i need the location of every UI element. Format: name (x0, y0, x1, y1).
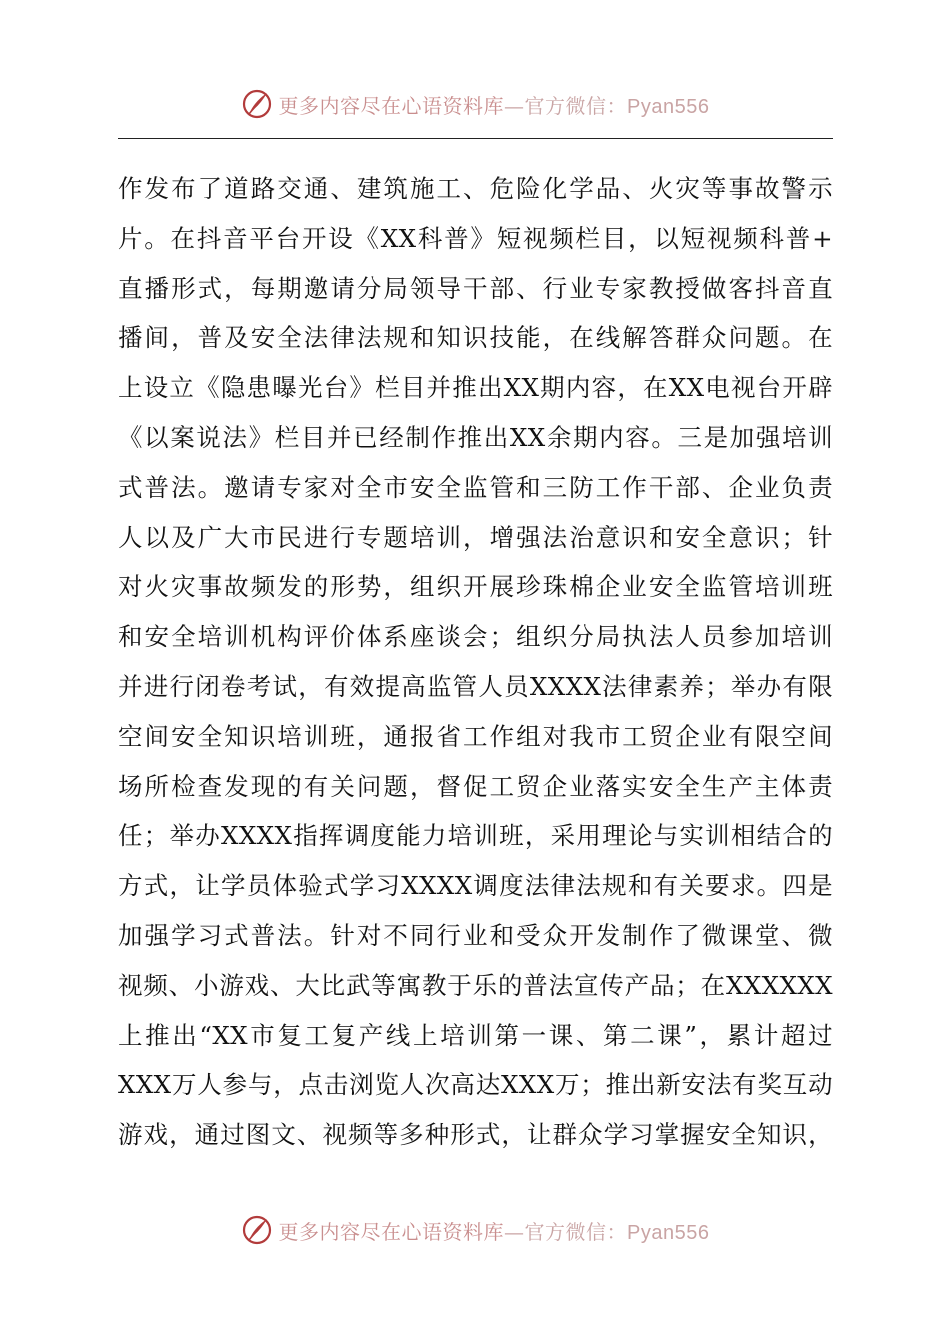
body-line: 人以及广大市民进行专题培训，增强法治意识和安全意识；针 (118, 522, 833, 552)
body-line: 上设立《隐患曝光台》栏目并推出XX期内容，在XX电视台开辟 (118, 373, 833, 403)
body-line: 和安全培训机构评价体系座谈会；组织分局执法人员参加培训 (118, 622, 833, 652)
body-line: 加强学习式普法。针对不同行业和受众开发制作了微课堂、微 (118, 920, 833, 950)
watermark-text (279, 90, 710, 119)
watermark-wechat-label: 官方微信： (524, 1219, 628, 1244)
header-divider (118, 138, 833, 139)
watermark-dash: — (504, 1219, 525, 1244)
watermark-dash: — (504, 93, 525, 118)
watermark-wechat-label: 官方微信： (524, 93, 628, 118)
body-line: 对火灾事故频发的形势，组织开展珍珠棉企业安全监管培训班 (118, 572, 833, 602)
body-line: 任；举办XXXX指挥调度能力培训班，采用理论与实训相结合的 (118, 821, 833, 851)
body-line: 并进行闭卷考试，有效提高监管人员XXXX法律素养；举办有限 (118, 671, 833, 701)
body-line: 上推出“XX市复工复产线上培训第一课、第二课”，累计超过 (118, 1020, 833, 1050)
watermark-wechat-id: Pyan556 (627, 95, 710, 118)
body-line: 片。在抖音平台开设《XX科普》短视频栏目，以短视频科普+ (118, 223, 833, 253)
body-line: 播间，普及安全法律法规和知识技能，在线解答群众问题。在 (118, 323, 833, 353)
body-line: 方式，让学员体验式学习XXXX调度法律法规和有关要求。四是 (118, 871, 833, 901)
footer-watermark (0, 1208, 950, 1252)
watermark-brand: 更多内容尽在心语资料库 (278, 1219, 505, 1244)
watermark-brand: 更多内容尽在心语资料库 (278, 93, 505, 118)
body-line: 直播形式，每期邀请分局领导干部、行业专家教授做客抖音直 (118, 273, 833, 303)
body-line: XXX万人参与，点击浏览人次高达XXX万；推出新安法有奖互动 (118, 1070, 833, 1100)
body-line: 空间安全知识培训班，通报省工作组对我市工贸企业有限空间 (118, 721, 833, 751)
body-line: 《以案说法》栏目并已经制作推出XX余期内容。三是加强培训 (118, 422, 833, 452)
body-line: 视频、小游戏、大比武等寓教于乐的普法宣传产品；在XXXXXX (118, 970, 833, 1000)
watermark-wechat-id: Pyan556 (627, 1221, 710, 1244)
watermark-text (279, 1216, 710, 1245)
quill-pen-logo-icon (241, 88, 273, 120)
body-line: 场所检查发现的有关问题，督促工贸企业落实安全生产主体责 (118, 771, 833, 801)
body-line: 作发布了道路交通、建筑施工、危险化学品、火灾等事故警示 (118, 174, 833, 203)
body-line: 式普法。邀请专家对全市安全监管和三防工作干部、企业负责 (118, 472, 833, 502)
quill-pen-logo-icon (241, 1214, 273, 1246)
header-watermark (0, 82, 950, 126)
document-body (118, 164, 833, 1160)
body-line: 游戏，通过图文、视频等多种形式，让群众学习掌握安全知识， (118, 1120, 833, 1150)
